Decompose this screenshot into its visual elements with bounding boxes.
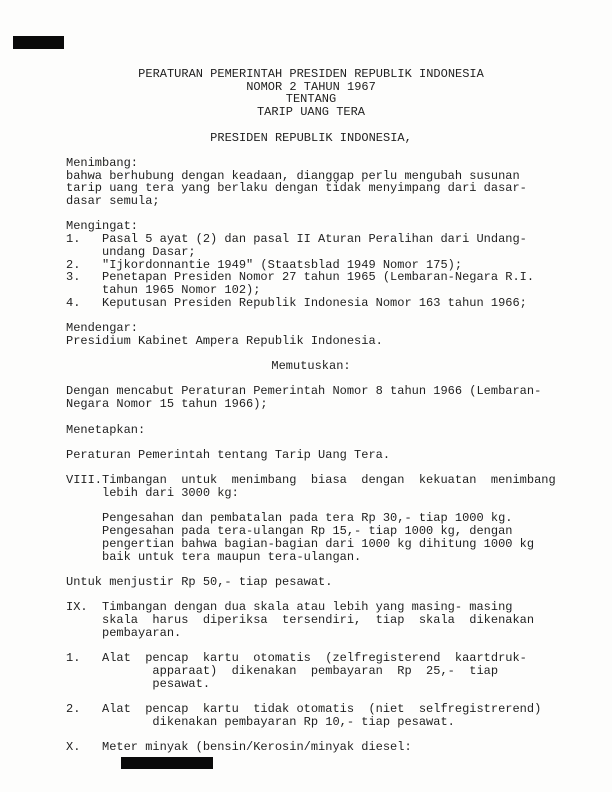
text-line: PRESIDEN REPUBLIK INDONESIA, [210,130,412,145]
text-line: Untuk menjustir Rp 50,- tiap pesawat. [66,574,333,589]
text-line: lebih dari 3000 kg: [66,486,239,501]
text-line: 2. "Ijkordonnantie 1949" (Staatsblad 1949 Nomor 175); [66,257,463,272]
text-line: Memutuskan: [271,359,351,374]
item-x [66,741,556,754]
redaction-mark-bottom [121,757,213,769]
text-line: Presidium Kabinet Ampera Republik Indonesia. [66,333,383,348]
section-mendengar [66,322,556,347]
text-line: 1. Alat pencap kartu otomatis (zelfregisterend kaartdruk- [66,651,527,666]
text-line: Pengesahan pada tera-ulangan Rp 15,- tiap 1000 kg, dengan [66,524,513,539]
section-menimbang [66,157,556,208]
text-line: 2. Alat pencap kartu tidak otomatis (niet selfregistrerend) [66,701,542,716]
text-line: Pengesahan dan pembatalan pada tera Rp 30,- tiap 1000 kg. [66,511,513,526]
text-line: bahwa berhubung dengan keadaan, dianggap perlu mengubah susunan [66,168,520,183]
item-viii-detail [66,512,556,563]
text-line: baik untuk tera maupun tera-ulangan. [66,549,362,564]
text-line: Mendengar: [66,321,139,335]
text-line: 3. Penetapan Presiden Nomor 27 tahun 1965 (Lembaran-Negara R.I. [66,270,535,285]
text-line: VIII.Timbangan untuk menimbang biasa dengan kekuatan menimbang [66,473,556,488]
issuer-line [66,132,556,145]
text-line: tahun 1965 Nomor 102); [66,282,261,297]
text-line: NOMOR 2 TAHUN 1967 [246,79,376,94]
item-ix [66,601,556,639]
redaction-mark-top-left [13,36,64,49]
menetapkan-paragraph [66,449,556,462]
mencabut-paragraph [66,385,556,410]
text-line: pengertian bahwa bagian-bagian dari 1000 kg dihitung 1000 kg [66,536,535,551]
text-line: dikenakan pembayaran Rp 10,- tiap pesawat. [66,714,455,729]
title-block [66,68,556,119]
text-line: 4. Keputusan Presiden Republik Indonesia Nomor 163 tahun 1966; [66,295,527,310]
item-viii [66,474,556,499]
text-line: Mengingat: [66,219,139,234]
text-line: TARIP UANG TERA [256,105,366,120]
text-line: skala harus diperiksa tersendiri, tiap skala dikenakan [66,613,535,628]
text-line: apparaat) dikenakan pembayaran Rp 25,- tiap [66,663,499,678]
document-body [66,68,556,754]
text-line: Dengan mencabut Peraturan Pemerintah Nomor 8 tahun 1966 (Lembaran- [66,384,542,399]
sub-item-2 [66,703,556,728]
justir-paragraph [66,576,556,589]
section-mengingat [66,220,556,309]
text-line: 1. Pasal 5 ayat (2) dan pasal II Aturan Peralihan dari Undang- [66,232,527,247]
text-line: TENTANG [285,92,337,107]
text-line: dasar semula; [66,194,160,208]
text-line: undang Dasar; [66,244,196,259]
text-line: pembayaran. [66,625,182,640]
text-line: tarip uang tera yang berlaku dengan tidak menyimpang dari dasar- [66,181,527,196]
sub-item-1 [66,652,556,690]
text-line: IX. Timbangan dengan dua skala atau lebih yang masing- masing [66,600,513,615]
text-line: PERATURAN PEMERINTAH PRESIDEN REPUBLIK INDONESIA [138,67,484,81]
text-line: Menetapkan: [66,422,146,437]
text-line: Peraturan Pemerintah tentang Tarip Uang Tera. [66,447,391,462]
text-line: X. Meter minyak (bensin/Kerosin/minyak diesel: [66,740,412,755]
text-line: Negara Nomor 15 tahun 1966); [66,397,268,412]
memutuskan-heading [66,360,556,373]
section-menetapkan [66,424,556,437]
text-line: pesawat. [66,676,211,691]
text-line: Menimbang: [66,155,139,170]
